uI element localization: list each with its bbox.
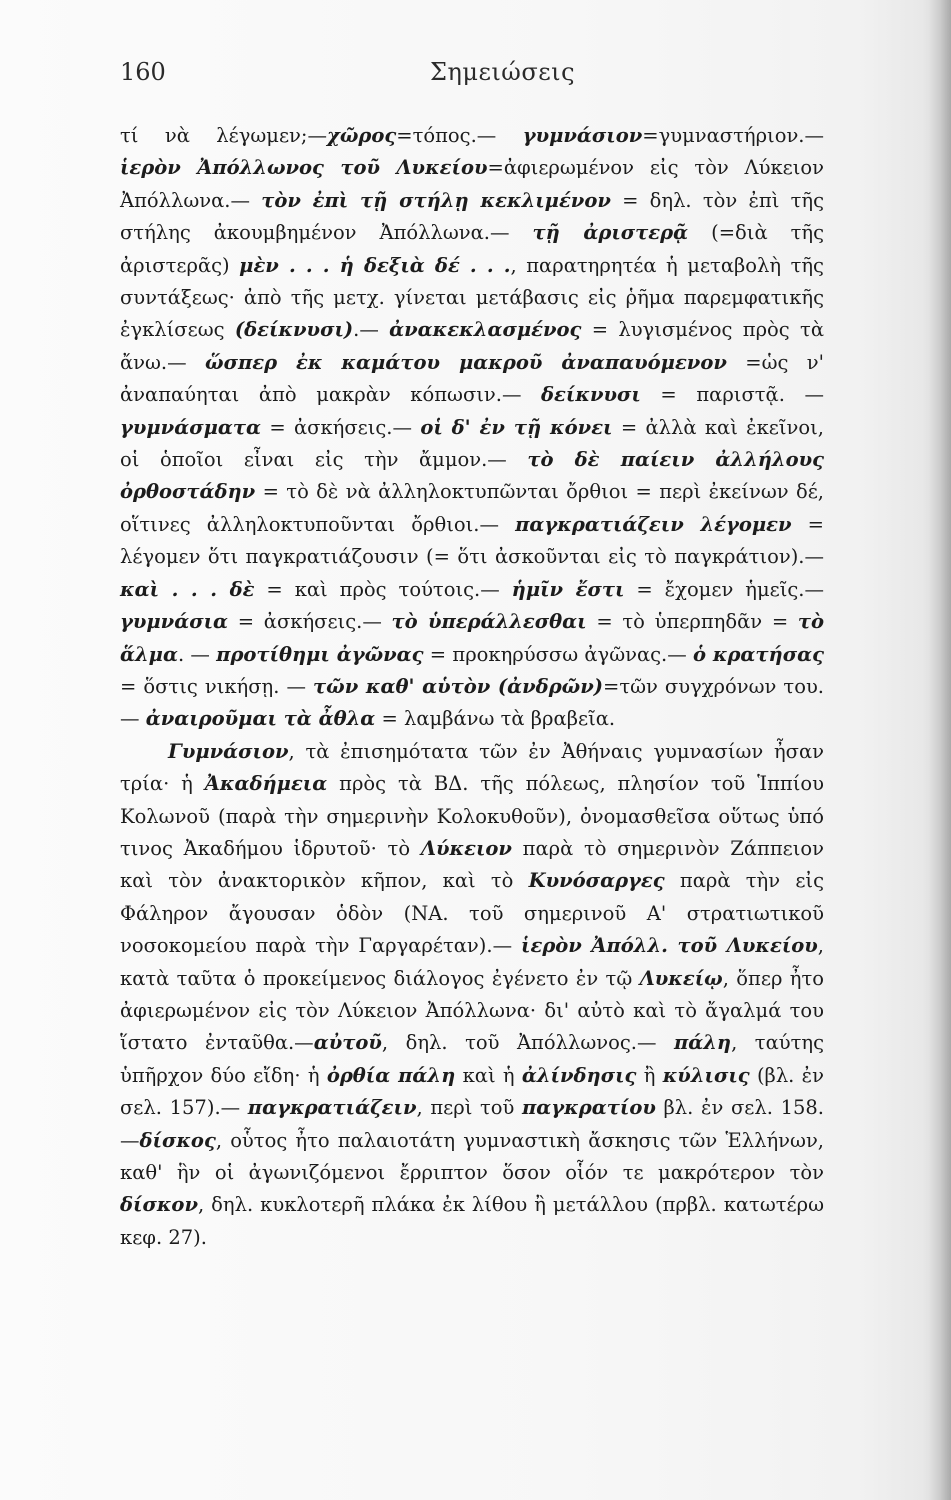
gloss-text: = τὸ δὲ νὰ ἀλληλοκτυπῶνται ὄρθιοι = περὶ ἐκείνων δέ, οἵτινες ἀλληλοκτυποῦνται ὄρθιοι.— [120, 480, 824, 536]
glossed-term: γυμνάσματα [120, 415, 261, 439]
glossed-term: κύλισις [662, 1063, 750, 1087]
glossed-term: ἱερὸν Ἀπόλλωνος τοῦ Λυκείου [120, 156, 488, 180]
glossed-term: δίσκος [139, 1128, 216, 1152]
glossed-term: χῶρος [327, 124, 397, 147]
gloss-text: παρὰ τὴν εἰς Φάληρον ἄγουσαν ὁδὸν (ΝΑ. τοῦ σημερινοῦ Α' στρατιωτικοῦ νοσοκομείου παρὰ τὴν Γαργαρέταν).— [120, 869, 824, 958]
glossed-term: Κυνόσαργες [528, 869, 665, 893]
glossed-term: προτίθημι ἀγῶνας [216, 642, 424, 666]
gloss-text: . — [177, 642, 217, 666]
gloss-text: , ταύτης ὑπῆρχον δύο εἴδη· ἡ [120, 1031, 825, 1087]
running-head: Σημειώσεις [430, 58, 576, 86]
gloss-text: βλ. ἐν σελ. 158.— [120, 1096, 824, 1152]
gloss-text: = λέγομεν ὅτι παγκρατιάζουσιν (= ὅτι ἀσκοῦνται εἰς τὸ παγκράτιον).— [120, 512, 824, 569]
page-header [0, 52, 951, 92]
glossed-term: παγκρατιάζειν λέγομεν [515, 512, 792, 536]
gloss-text: , τὰ ἐπισημότατα τῶν ἐν Ἀθήναις γυμνασίων ἦσαν τρία· ἡ [120, 739, 824, 796]
glossed-term: γυμνάσια [120, 610, 229, 634]
glossed-term: Γυμνάσιον [168, 739, 289, 763]
glossed-term: δίσκον [120, 1193, 198, 1217]
glossed-term: τῶν καθ' αὑτὸν (ἀνδρῶν) [313, 674, 603, 698]
gloss-text: = τὸ ὑπερπηδᾶν = [586, 610, 798, 634]
glossed-term: (δείκνυσι) [234, 318, 354, 342]
gloss-text: =ὡς ν' ἀναπαύηται ἀπὸ μακρὰν κόπωσιν.— [120, 350, 824, 407]
gloss-text: , δηλ. τοῦ Ἀπόλλωνος.— [381, 1031, 674, 1055]
glossed-term: ἀλίνδησις [521, 1063, 637, 1087]
gloss-text: = ἀσκήσεις.— [228, 610, 392, 634]
gloss-text: =τόπος.— [396, 124, 523, 147]
gloss-text: , ὅπερ ἦτο ἀφιερωμένον εἰς τὸν Λύκειον Ἀπόλλωνα· δι' αὐτὸ καὶ τὸ ἄγαλμά του ἵστατο ἐνταῦθα.— [120, 966, 824, 1055]
paragraph [120, 120, 824, 736]
page-number: 160 [120, 58, 166, 86]
gloss-text: (=διὰ τῆς ἀριστερᾶς) [120, 221, 824, 277]
glossed-term: μὲν . . . ἡ δεξιὰ δέ . . . [239, 253, 511, 277]
gloss-text: = λαμβάνω τὰ βραβεῖα. [375, 707, 616, 731]
glossed-term: ὥσπερ ἐκ καμάτου μακροῦ ἀναπαυόμενον [205, 350, 727, 374]
glossed-term: καὶ . . . δὲ [120, 577, 255, 601]
gloss-text: =τῶν συγχρόνων του.— [120, 674, 824, 731]
gloss-text: .— [353, 318, 390, 342]
glossed-term: τὸ ἅλμα [120, 610, 825, 666]
glossed-term: ὀρθία πάλη [326, 1063, 456, 1087]
glossed-term: Λύκειον [420, 836, 512, 860]
gloss-text: = παριστᾷ. — [640, 383, 824, 407]
notes-text [120, 120, 824, 1254]
gloss-text: ἢ [636, 1063, 663, 1087]
glossed-term: γυμνάσιον [522, 124, 643, 147]
glossed-term: τὸν ἐπὶ τῇ στήλῃ κεκλιμένον [261, 188, 611, 212]
glossed-term: ἀνακεκλασμένος [389, 318, 582, 342]
glossed-term: οἱ δ' ἐν τῇ κόνει [420, 415, 613, 439]
glossed-term: Λυκείῳ [639, 966, 723, 990]
gloss-text: , δηλ. κυκλοτερῆ πλάκα ἐκ λίθου ἢ μετάλλου (πρβλ. κατωτέρω κεφ. 27). [120, 1193, 824, 1249]
gloss-text: καὶ ἡ [455, 1063, 522, 1087]
glossed-term: ἡμῖν ἔστι [511, 577, 625, 601]
glossed-term: ἱερὸν Ἀπόλλ. τοῦ Λυκείου [521, 934, 818, 958]
gloss-text: = ἀσκήσεις.— [261, 415, 421, 439]
glossed-term: παγκρατίου [522, 1096, 656, 1120]
glossed-term: ὁ κρατήσας [693, 642, 824, 666]
gloss-text: , περὶ τοῦ [416, 1096, 523, 1120]
gloss-text: , κατὰ ταῦτα ὁ προκείμενος διάλογος ἐγένετο ἐν τῷ [120, 934, 824, 990]
gloss-text: = δηλ. τὸν ἐπὶ τῆς στήλης ἀκουμβημένον Ἀπόλλωνα.— [120, 188, 824, 245]
gloss-text: =ἀφιερωμένον εἰς τὸν Λύκειον Ἀπόλλωνα.— [120, 156, 824, 212]
glossed-term: τὸ ὑπεράλλεσθαι [391, 610, 587, 634]
page-edge-shadow [929, 0, 951, 1500]
glossed-term: ἀναιροῦμαι τὰ ἆθλα [145, 707, 376, 731]
gloss-text: = ἀλλὰ καὶ ἐκεῖνοι, οἱ ὁποῖοι εἶναι εἰς τὴν ἄμμον.— [120, 415, 824, 472]
gloss-text: παρὰ τὸ σημερινὸν Ζάππειον καὶ τὸν ἀνακτορικὸν κῆπον, καὶ τὸ [120, 836, 824, 893]
glossed-term: δείκνυσι [541, 383, 641, 407]
paragraph [120, 736, 824, 1255]
gloss-text: = καὶ πρὸς τούτοις.— [254, 577, 512, 601]
gloss-text: πρὸς τὰ ΒΔ. τῆς πόλεως, πλησίον τοῦ Ἱππίου Κολωνοῦ (παρὰ τὴν σημερινὴν Κολοκυθοῦν), ὀνομασθεῖσα οὕτως ὑπό τινος Ἀκαδήμου ἱδρυτοῦ· τὸ [120, 772, 824, 860]
glossed-term: τῇ ἀριστερᾷ [532, 221, 689, 245]
gloss-text: τί νὰ λέγωμεν;— [120, 124, 327, 147]
gloss-text: (βλ. ἐν σελ. 157).— [120, 1063, 825, 1120]
glossed-term: παγκρατιάζειν [247, 1096, 417, 1120]
gloss-text: = προκηρύσσω ἀγῶνας.— [423, 642, 693, 666]
gloss-text: =γυμναστήριον.— [642, 124, 824, 147]
gloss-text: = λυγισμένος πρὸς τὰ ἄνω.— [120, 318, 824, 374]
gloss-text: = ἔχομεν ἡμεῖς.— [624, 577, 824, 601]
glossed-term: τὸ δὲ παίειν ἀλλήλους ὀρθοστάδην [120, 448, 824, 504]
gloss-text: = ὅστις νικήσῃ. — [120, 674, 313, 698]
glossed-term: Ἀκαδήμεια [204, 772, 328, 796]
gloss-text: , οὗτος ἦτο παλαιοτάτη γυμναστικὴ ἄσκησις τῶν Ἑλλήνων, καθ' ἣν οἱ ἀγωνιζόμενοι ἔρριπτον ὅσον οἷόν τε μακρότερον τὸν [120, 1128, 824, 1184]
glossed-term: αὐτοῦ [313, 1031, 382, 1055]
glossed-term: πάλη [673, 1031, 732, 1055]
gloss-text: , παρατηρητέα ἡ μεταβολὴ τῆς συντάξεως· ἀπὸ τῆς μετχ. γίνεται μετάβασις εἰς ῥῆμα παρεμφατικῆς ἐγκλίσεως [120, 253, 824, 342]
